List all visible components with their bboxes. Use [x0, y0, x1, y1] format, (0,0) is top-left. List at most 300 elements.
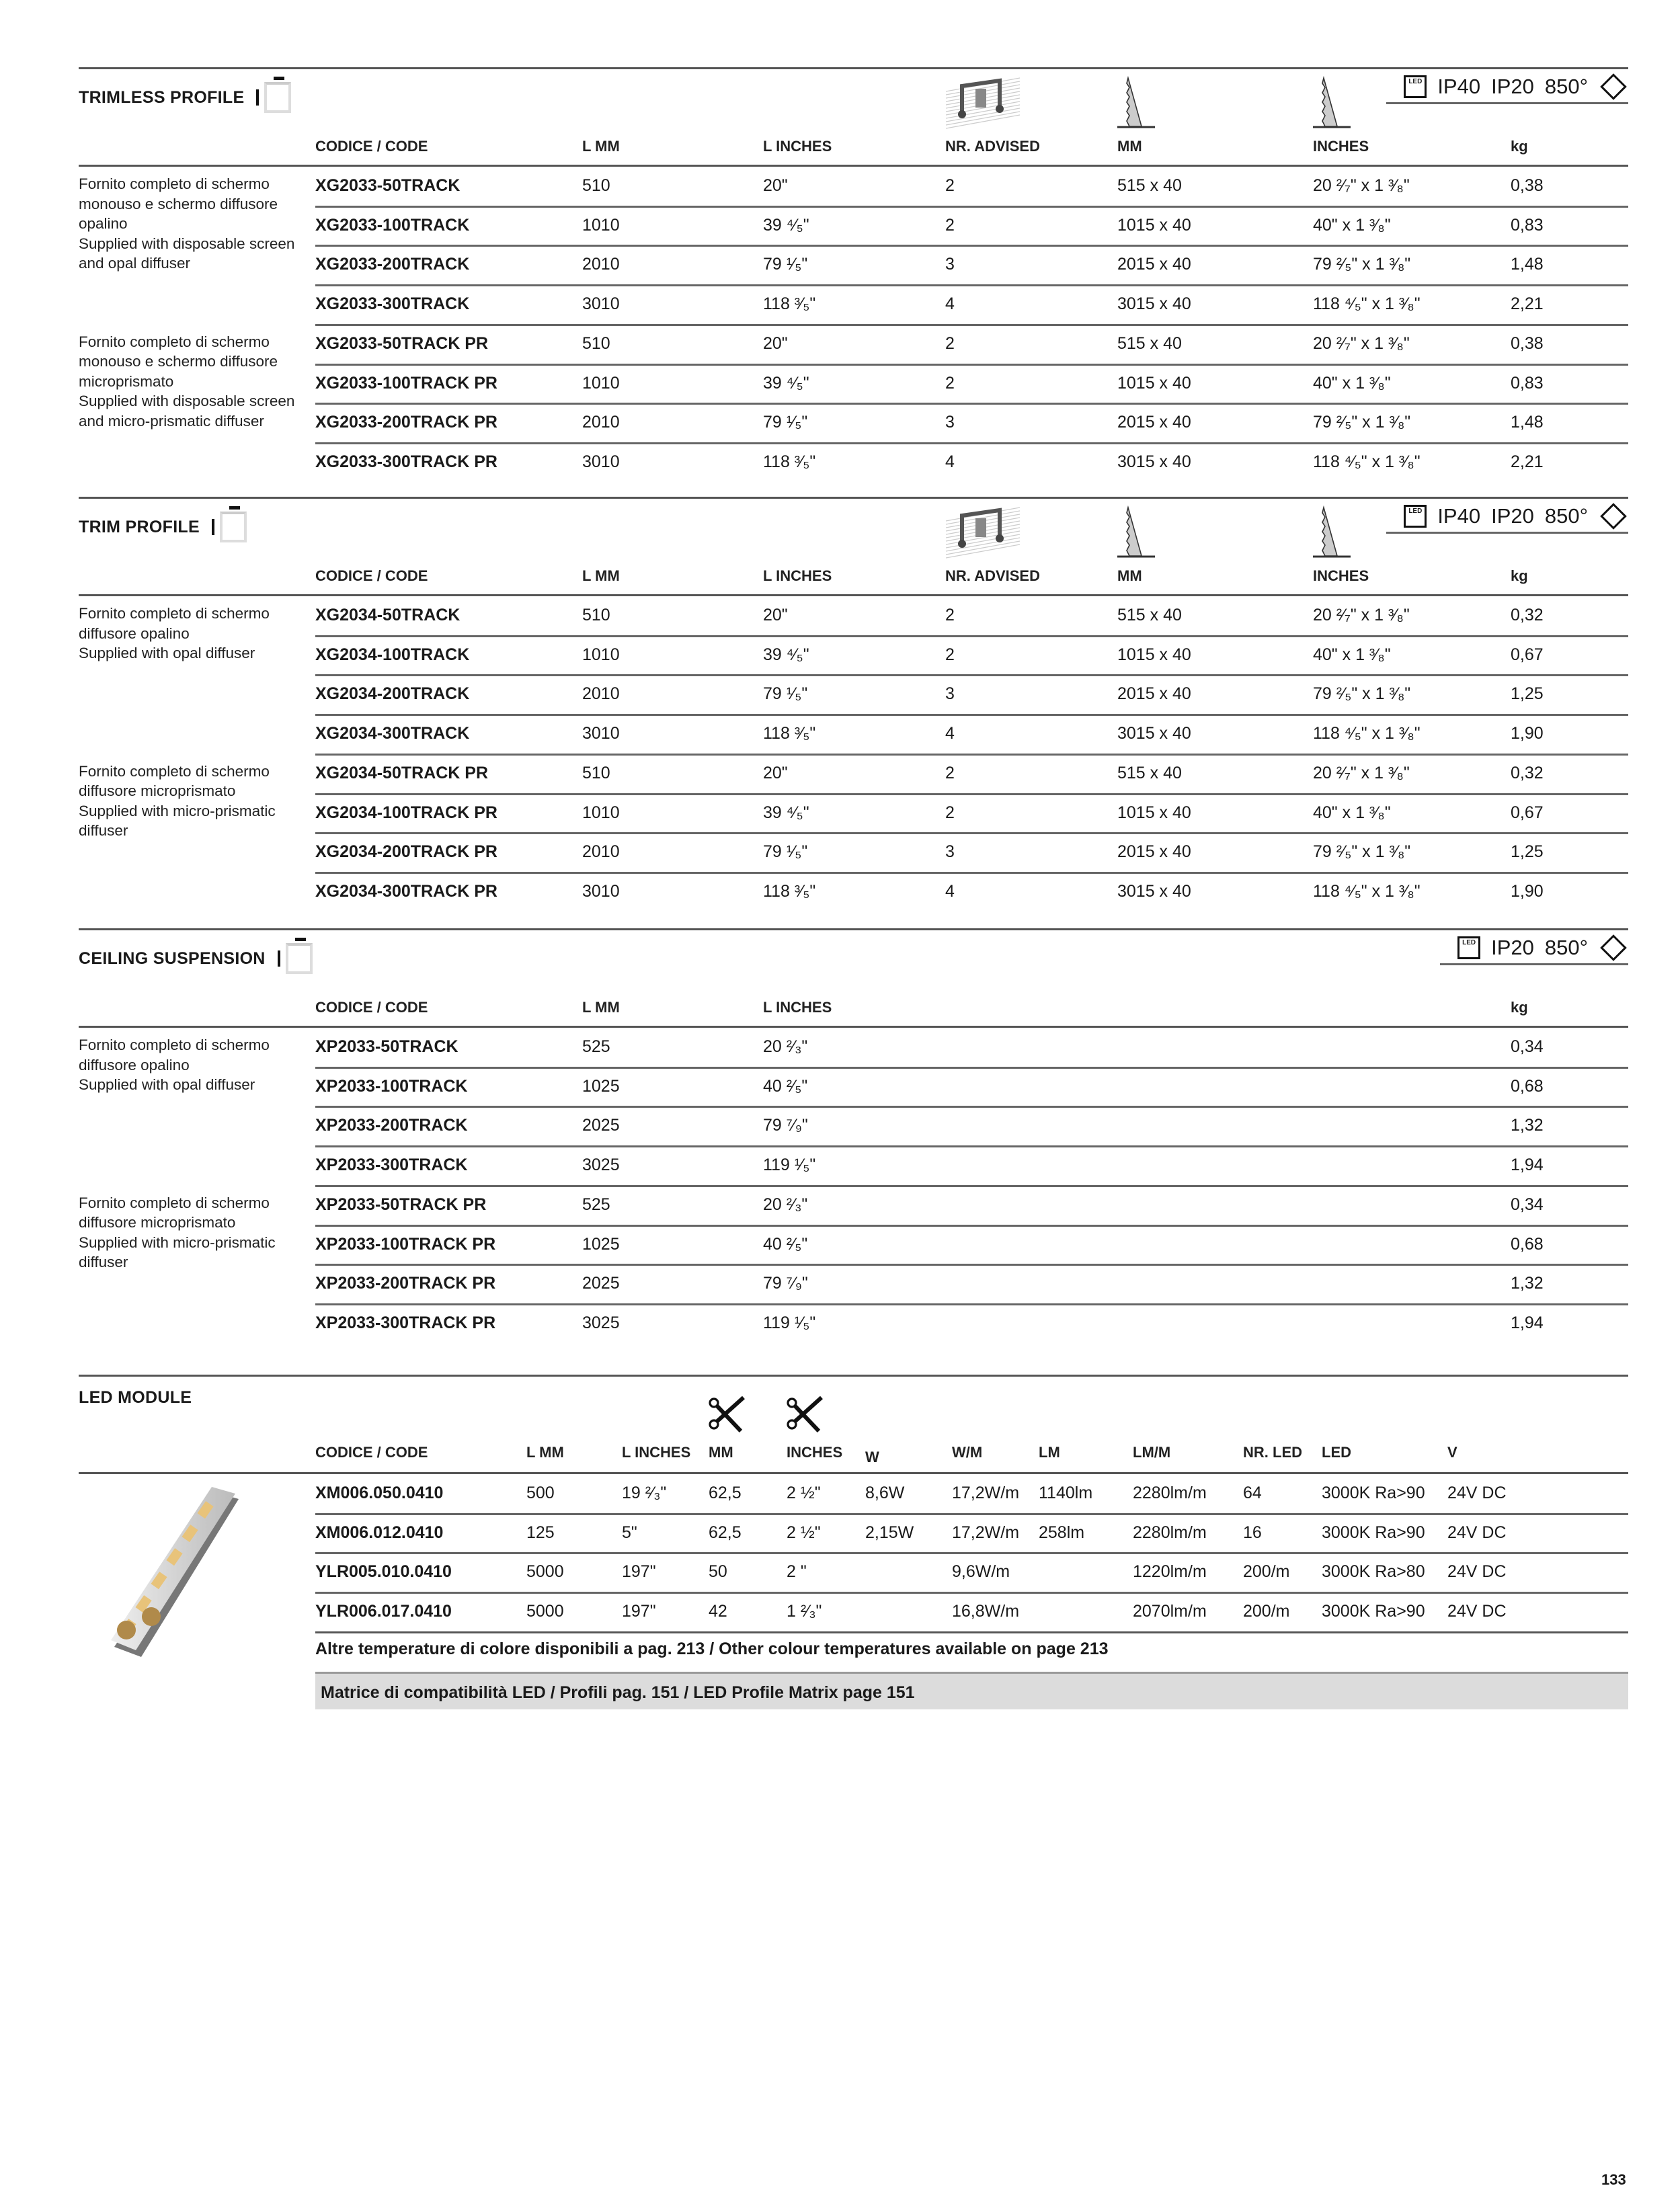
rating-label: 850°	[1544, 504, 1588, 528]
table-cell: 1010	[582, 215, 620, 235]
table-cell: 0,67	[1511, 803, 1544, 822]
section-title-text: CEILING SUSPENSION	[79, 948, 266, 968]
led-technology-logo: LED	[1404, 505, 1427, 528]
column-header: LM	[1039, 1444, 1060, 1461]
table-row	[79, 1225, 1628, 1264]
section-divider	[79, 67, 1628, 69]
section-title	[79, 943, 313, 974]
table-cell: 20"	[763, 176, 788, 195]
table-cell: 118 ⁴⁄₅" x 1 ³⁄₈"	[1313, 881, 1421, 901]
row-divider	[315, 1225, 1628, 1227]
table-cell: 4	[945, 881, 955, 901]
rating-label: 850°	[1544, 936, 1588, 959]
table-cell: 0,68	[1511, 1234, 1544, 1254]
description-line: diffusore opalino	[79, 624, 190, 642]
table-row	[79, 872, 1628, 911]
table-cell: 39 ⁴⁄₅"	[763, 373, 809, 393]
page-number: 133	[1601, 2171, 1626, 2188]
product-code: XG2033-200TRACK PR	[315, 413, 497, 432]
table-cell: 1010	[582, 373, 620, 393]
rating-badge	[1386, 501, 1628, 534]
product-code: XG2034-100TRACK	[315, 645, 470, 664]
table-cell: 1015 x 40	[1117, 215, 1191, 235]
column-header: L INCHES	[763, 999, 832, 1016]
table-cell: 3010	[582, 452, 620, 471]
spring-clip-icon	[946, 505, 1020, 562]
table-cell: 5000	[526, 1562, 564, 1582]
product-code: XG2033-300TRACK PR	[315, 452, 497, 471]
table-cell: 2,21	[1511, 452, 1544, 471]
table-cell: 2 "	[787, 1562, 807, 1582]
table-cell: 20 ²⁄₃"	[763, 1194, 808, 1214]
column-header: INCHES	[1313, 567, 1369, 584]
product-code: YLR005.010.0410	[315, 1562, 452, 1582]
scissors-cut-icon	[787, 1396, 828, 1436]
table-cell: 79 ¹⁄₅"	[763, 255, 808, 274]
product-code: XP2033-50TRACK	[315, 1037, 458, 1056]
column-header: W/M	[952, 1444, 983, 1461]
table-cell: 20 ²⁄₇" x 1 ³⁄₈"	[1313, 176, 1410, 195]
table-cell: 2010	[582, 413, 620, 432]
column-header: kg	[1511, 567, 1528, 584]
table-cell: 5"	[622, 1523, 637, 1542]
description-line: diffuser	[79, 1254, 128, 1271]
column-header: MM	[1117, 138, 1142, 155]
description-line: Supplied with disposable screen	[79, 235, 295, 252]
description-line: microprismato	[79, 372, 174, 390]
table-cell: 8,6W	[865, 1484, 905, 1502]
table-cell: 118 ³⁄₅"	[763, 881, 816, 901]
table-cell: 2010	[582, 255, 620, 274]
column-header: V	[1447, 1444, 1457, 1461]
product-code: XG2033-300TRACK	[315, 294, 470, 314]
table-row	[79, 364, 1628, 403]
table-row	[79, 793, 1628, 833]
table-cell: 510	[582, 763, 610, 782]
table-cell: 4	[945, 294, 955, 314]
table-cell: 2	[945, 803, 955, 822]
table-cell: 1,32	[1511, 1116, 1544, 1135]
table-row	[79, 324, 1628, 364]
row-divider	[315, 635, 1628, 637]
section-title	[79, 1388, 192, 1408]
table-cell: 525	[582, 1037, 610, 1056]
column-header: L INCHES	[622, 1444, 691, 1461]
table-cell: 2015 x 40	[1117, 684, 1191, 704]
column-header: L MM	[582, 138, 620, 155]
row-divider	[315, 674, 1628, 676]
table-cell: 2	[945, 373, 955, 393]
column-header: MM	[709, 1444, 733, 1461]
class-iii-diamond-icon	[1600, 934, 1627, 961]
table-cell: 17,2W/m	[952, 1484, 1020, 1502]
table-row	[79, 442, 1628, 482]
table-cell: 0,83	[1511, 373, 1544, 393]
product-code: XP2033-100TRACK	[315, 1076, 468, 1096]
table-cell: 24V DC	[1447, 1523, 1507, 1542]
row-divider	[315, 1067, 1628, 1069]
table-cell: 119 ¹⁄₅"	[763, 1313, 816, 1332]
table-cell: 24V DC	[1447, 1602, 1507, 1621]
table-cell: 2070lm/m	[1133, 1602, 1207, 1621]
table-cell: 3025	[582, 1155, 620, 1175]
table-row	[79, 1264, 1628, 1303]
table-cell: 1220lm/m	[1133, 1562, 1207, 1582]
table-cell: 118 ³⁄₅"	[763, 452, 816, 471]
table-row	[79, 1185, 1628, 1225]
row-divider	[315, 793, 1628, 795]
table-cell: 1,48	[1511, 413, 1544, 432]
row-divider	[315, 872, 1628, 874]
product-code: XG2034-50TRACK PR	[315, 763, 489, 782]
table-cell: 2010	[582, 684, 620, 704]
table-cell: 515 x 40	[1117, 606, 1182, 624]
column-header: L INCHES	[763, 138, 832, 155]
table-cell: 1,94	[1511, 1313, 1544, 1332]
table-cell: 510	[582, 606, 610, 624]
table-cell: 3010	[582, 724, 620, 743]
table-cell: 3	[945, 255, 955, 274]
table-cell: 200/m	[1243, 1602, 1290, 1621]
table-cell: 258lm	[1039, 1523, 1085, 1542]
table-cell: 2	[945, 333, 955, 353]
table-cell: 2280lm/m	[1133, 1523, 1207, 1542]
table-cell: 9,6W/m	[952, 1562, 1010, 1582]
row-divider	[315, 403, 1628, 405]
description-line: Fornito completo di schermo	[79, 1194, 270, 1211]
table-cell: 2025	[582, 1274, 620, 1293]
table-cell: 1015 x 40	[1117, 803, 1191, 822]
description-line: Fornito completo di schermo	[79, 1037, 270, 1053]
table-cell: 39 ⁴⁄₅"	[763, 645, 809, 664]
row-divider	[315, 1264, 1628, 1266]
description-line: and micro-prismatic diffuser	[79, 412, 264, 430]
class-iii-diamond-icon	[1600, 503, 1627, 530]
table-row	[79, 1303, 1628, 1343]
table-cell: 79 ²⁄₅" x 1 ³⁄₈"	[1313, 413, 1411, 432]
section-divider	[79, 1375, 1628, 1377]
table-cell: 64	[1243, 1484, 1262, 1502]
table-cell: 1010	[582, 645, 620, 664]
table-cell: 125	[526, 1523, 555, 1542]
description-line: diffusore microprismato	[79, 1214, 236, 1231]
table-cell: 1010	[582, 803, 620, 822]
table-cell: 2,15W	[865, 1523, 914, 1542]
table-cell: 2	[945, 763, 955, 782]
table-cell: 79 ¹⁄₅"	[763, 684, 808, 704]
table-cell: 2280lm/m	[1133, 1484, 1207, 1502]
table-cell: 79 ¹⁄₅"	[763, 413, 808, 432]
row-divider	[315, 206, 1628, 208]
table-cell: 16,8W/m	[952, 1602, 1020, 1621]
table-row	[79, 832, 1628, 872]
table-cell: 3015 x 40	[1117, 294, 1191, 314]
table-cell: 40 ²⁄₅"	[763, 1234, 808, 1254]
wall-cut-inches-icon	[1313, 75, 1353, 132]
table-cell: 79 ²⁄₅" x 1 ³⁄₈"	[1313, 684, 1411, 704]
table-cell: 2015 x 40	[1117, 255, 1191, 274]
product-code: XP2033-300TRACK	[315, 1155, 468, 1175]
table-cell: 3025	[582, 1313, 620, 1332]
table-row	[79, 754, 1628, 793]
description-line: Supplied with opal diffuser	[79, 645, 255, 661]
class-iii-diamond-icon	[1600, 73, 1627, 100]
led-technology-logo: LED	[1404, 75, 1427, 98]
table-cell: 2	[945, 606, 955, 624]
table-cell: 118 ³⁄₅"	[763, 294, 816, 314]
table-row	[79, 166, 1628, 206]
table-cell: 40" x 1 ³⁄₈"	[1313, 215, 1391, 235]
column-header: MM	[1117, 567, 1142, 584]
product-code: YLR006.017.0410	[315, 1602, 452, 1621]
table-cell: 2025	[582, 1116, 620, 1135]
table-row	[79, 635, 1628, 675]
table-cell: 197"	[622, 1602, 656, 1621]
table-row	[79, 1513, 1628, 1553]
row-divider	[315, 832, 1628, 834]
column-header: L MM	[526, 1444, 564, 1461]
rating-label: IP40	[1437, 504, 1481, 528]
table-cell: 40" x 1 ³⁄₈"	[1313, 645, 1391, 664]
table-cell: 2,21	[1511, 294, 1544, 314]
table-cell: 3000K Ra>90	[1322, 1523, 1425, 1542]
table-cell: 4	[945, 452, 955, 471]
row-divider	[315, 754, 1628, 756]
description-line: monouso e schermo diffusore	[79, 195, 278, 212]
table-cell: 1 ²⁄₃"	[787, 1602, 822, 1621]
table-cell: 20 ²⁄₃"	[763, 1037, 808, 1056]
table-cell: 1,48	[1511, 255, 1544, 274]
table-cell: 1,94	[1511, 1155, 1544, 1175]
section-trimless	[79, 67, 1628, 484]
column-header: LED	[1322, 1444, 1351, 1461]
table-row	[79, 596, 1628, 635]
column-header: W	[865, 1449, 879, 1465]
table-cell: 0,68	[1511, 1076, 1544, 1096]
row-divider	[315, 442, 1628, 444]
table-row	[79, 206, 1628, 245]
table-cell: 24V DC	[1447, 1562, 1507, 1582]
table-cell: 0,32	[1511, 606, 1544, 624]
row-divider	[315, 245, 1628, 247]
table-row	[79, 1145, 1628, 1185]
table-cell: 19 ²⁄₃"	[622, 1484, 667, 1502]
table-cell: 40 ²⁄₅"	[763, 1076, 808, 1096]
section-title-text: LED MODULE	[79, 1388, 192, 1407]
table-cell: 0,38	[1511, 176, 1544, 195]
table-cell: 0,34	[1511, 1194, 1544, 1214]
column-header: CODICE / CODE	[315, 567, 428, 584]
table-cell: 79 ²⁄₅" x 1 ³⁄₈"	[1313, 255, 1411, 274]
wall-cut-inches-icon	[1313, 505, 1353, 562]
table-cell: 20 ²⁄₇" x 1 ³⁄₈"	[1313, 606, 1410, 624]
table-row	[79, 1106, 1628, 1145]
product-code: XG2033-50TRACK	[315, 176, 461, 195]
led-module-image	[74, 1479, 249, 1674]
table-cell: 39 ⁴⁄₅"	[763, 803, 809, 822]
table-cell: 500	[526, 1484, 555, 1502]
column-header: CODICE / CODE	[315, 999, 428, 1016]
table-row	[79, 1067, 1628, 1106]
section-title-text: TRIMLESS PROFILE	[79, 87, 245, 107]
profile-section-icon	[278, 943, 313, 974]
description-line: and opal diffuser	[79, 255, 190, 272]
table-cell: 510	[582, 333, 610, 353]
table-cell: 510	[582, 176, 610, 195]
section-divider	[79, 928, 1628, 930]
description-line: Supplied with micro-prismatic	[79, 802, 276, 819]
table-cell: 62,5	[709, 1523, 742, 1542]
table-cell: 79 ¹⁄₅"	[763, 842, 808, 862]
description-line: Fornito completo di schermo	[79, 762, 270, 780]
product-code: XM006.050.0410	[315, 1484, 444, 1502]
row-divider	[315, 1106, 1628, 1108]
table-cell: 119 ¹⁄₅"	[763, 1155, 816, 1175]
description-line: Fornito completo di schermo	[79, 333, 270, 350]
column-header: NR. ADVISED	[945, 138, 1040, 155]
table-cell: 79 ⁷⁄₉"	[763, 1116, 808, 1135]
profile-section-icon	[256, 82, 291, 113]
product-code: XG2033-100TRACK PR	[315, 373, 497, 393]
rating-label: IP20	[1491, 936, 1534, 959]
table-cell: 20"	[763, 606, 788, 624]
section-divider	[79, 497, 1628, 499]
column-header: LM/M	[1133, 1444, 1171, 1461]
table-cell: 1,25	[1511, 684, 1544, 704]
product-code: XP2033-50TRACK PR	[315, 1194, 487, 1214]
rating-badge	[1440, 932, 1628, 965]
table-cell: 3	[945, 413, 955, 432]
spring-clip-icon	[946, 75, 1020, 132]
scissors-cut-icon	[709, 1396, 750, 1436]
column-header: kg	[1511, 138, 1528, 155]
product-code: XG2034-50TRACK	[315, 606, 461, 624]
table-cell: 3000K Ra>90	[1322, 1602, 1425, 1621]
table-row	[79, 245, 1628, 284]
description-line: diffuser	[79, 822, 128, 840]
rating-label: IP40	[1437, 75, 1481, 98]
table-cell: 0,67	[1511, 645, 1544, 664]
section-led-module	[79, 1375, 1628, 1724]
table-cell: 1015 x 40	[1117, 373, 1191, 393]
table-cell: 1,32	[1511, 1274, 1544, 1293]
table-cell: 0,34	[1511, 1037, 1544, 1056]
table-cell: 3015 x 40	[1117, 724, 1191, 743]
product-code: XP2033-200TRACK PR	[315, 1274, 496, 1293]
table-row	[79, 714, 1628, 754]
table-cell: 40" x 1 ³⁄₈"	[1313, 373, 1391, 393]
table-row	[79, 1027, 1628, 1067]
description-line: Fornito completo di schermo	[79, 605, 270, 622]
wall-cut-mm-icon	[1117, 505, 1158, 562]
product-code: XG2033-100TRACK	[315, 215, 470, 235]
row-divider	[315, 1145, 1628, 1147]
table-cell: 20 ²⁄₇" x 1 ³⁄₈"	[1313, 333, 1410, 353]
table-cell: 0,38	[1511, 333, 1544, 353]
table-cell: 118 ⁴⁄₅" x 1 ³⁄₈"	[1313, 452, 1421, 471]
rating-label: IP20	[1491, 75, 1534, 98]
table-cell: 5000	[526, 1602, 564, 1621]
table-cell: 20"	[763, 763, 788, 782]
table-cell: 50	[709, 1562, 727, 1582]
table-cell: 197"	[622, 1562, 656, 1582]
table-cell: 2	[945, 645, 955, 664]
table-cell: 4	[945, 724, 955, 743]
description-line: Fornito completo di schermo	[79, 175, 270, 192]
product-code: XG2034-300TRACK PR	[315, 881, 497, 901]
table-cell: 2	[945, 176, 955, 195]
product-code: XG2033-200TRACK	[315, 255, 470, 274]
wall-cut-mm-icon	[1117, 75, 1158, 132]
table-cell: 2	[945, 215, 955, 235]
table-cell: 515 x 40	[1117, 763, 1182, 782]
table-cell: 20 ²⁄₇" x 1 ³⁄₈"	[1313, 763, 1410, 782]
table-cell: 3000K Ra>90	[1322, 1484, 1425, 1502]
table-cell: 20"	[763, 333, 788, 353]
row-divider	[315, 1303, 1628, 1305]
table-cell: 118 ⁴⁄₅" x 1 ³⁄₈"	[1313, 724, 1421, 743]
description-line: Supplied with disposable screen	[79, 393, 295, 410]
description-line: Supplied with opal diffuser	[79, 1076, 255, 1093]
table-cell: 200/m	[1243, 1562, 1290, 1582]
table-cell: 1015 x 40	[1117, 645, 1191, 664]
row-divider	[315, 284, 1628, 286]
product-code: XM006.012.0410	[315, 1523, 444, 1542]
led-profile-matrix-link[interactable]: Matrice di compatibilità LED / Profili pag. 151 / LED Profile Matrix page 151	[315, 1672, 1628, 1709]
table-cell: 3015 x 40	[1117, 881, 1191, 901]
table-cell: 2015 x 40	[1117, 842, 1191, 862]
table-cell: 2015 x 40	[1117, 413, 1191, 432]
table-cell: 1025	[582, 1076, 620, 1096]
column-header: L MM	[582, 567, 620, 584]
table-cell: 0,83	[1511, 215, 1544, 235]
table-cell: 1025	[582, 1234, 620, 1254]
product-code: XG2034-200TRACK PR	[315, 842, 497, 862]
table-cell: 1,90	[1511, 881, 1544, 901]
column-header: L MM	[582, 999, 620, 1016]
table-cell: 62,5	[709, 1484, 742, 1502]
row-divider	[315, 364, 1628, 366]
column-header: CODICE / CODE	[315, 1444, 428, 1461]
section-title-text: TRIM PROFILE	[79, 517, 200, 536]
led-technology-logo: LED	[1457, 936, 1480, 959]
product-code: XG2034-200TRACK	[315, 684, 470, 704]
table-cell: 525	[582, 1194, 610, 1214]
table-cell: 0,32	[1511, 763, 1544, 782]
description-line: diffusore opalino	[79, 1056, 190, 1073]
product-code: XP2033-300TRACK PR	[315, 1313, 496, 1332]
section-ceiling	[79, 928, 1628, 1345]
table-cell: 515 x 40	[1117, 176, 1182, 195]
table-cell: 16	[1243, 1523, 1262, 1542]
table-row	[79, 1552, 1628, 1592]
product-code: XG2034-300TRACK	[315, 724, 470, 743]
column-header: L INCHES	[763, 567, 832, 584]
table-row	[79, 284, 1628, 324]
product-code: XP2033-200TRACK	[315, 1116, 468, 1135]
table-cell: 515 x 40	[1117, 333, 1182, 353]
rating-label: IP20	[1491, 504, 1534, 528]
row-divider	[315, 714, 1628, 716]
section-title	[79, 82, 291, 113]
table-cell: 2010	[582, 842, 620, 862]
description-line: opalino	[79, 215, 128, 232]
table-cell: 1,25	[1511, 842, 1544, 862]
table-cell: 79 ⁷⁄₉"	[763, 1274, 808, 1293]
table-cell: 3	[945, 684, 955, 704]
rating-label: 850°	[1544, 75, 1588, 98]
table-cell: 3000K Ra>80	[1322, 1562, 1425, 1582]
